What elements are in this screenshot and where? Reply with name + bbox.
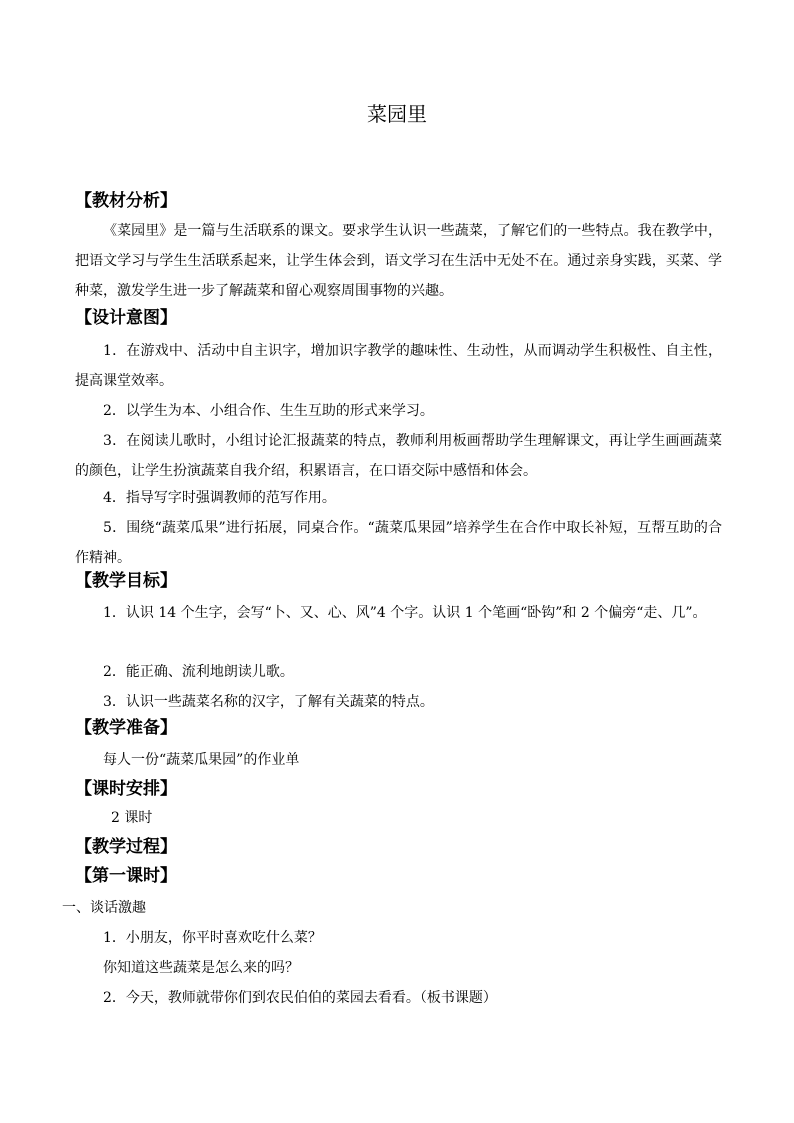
- part-title: 一、谈话激趣: [62, 900, 146, 916]
- heading-preparation: 【教学准备】: [75, 718, 177, 738]
- design-intent-item: 3．在阅读儿歌时，小组讨论汇报蔬菜的特点，教师利用板画帮助学生理解课文，再让学生画画蔬菜的颜色，让学生扮演蔬菜自我介绍，积累语言，在口语交际中感悟和体会。: [75, 433, 722, 479]
- design-intent-item: 4．指导写字时强调教师的范写作用。: [103, 490, 336, 506]
- heading-material-analysis: 【教材分析】: [75, 191, 177, 211]
- heading-design-intent: 【设计意图】: [75, 308, 177, 328]
- paragraph-material-analysis: 《菜园里》是一篇与生活联系的课文。要求学生认识一些蔬菜，了解它们的一些特点。我在教学中，把语文学习与学生生活联系起来，让学生体会到，语文学习在生活中无处不在。通过亲身实践，买菜、学种菜，激发学生进一步了解蔬菜和留心观察周围事物的兴趣。: [75, 223, 722, 299]
- design-intent-item: 1．在游戏中、活动中自主识字，增加识字教学的趣味性、生动性，从而调动学生积极性、自主性，提高课堂效率。: [75, 343, 722, 389]
- heading-process: 【教学过程】: [75, 837, 177, 857]
- teaching-goal-item: 3．认识一些蔬菜名称的汉字，了解有关蔬菜的特点。: [103, 694, 434, 710]
- teaching-goal-item: 1．认识 14 个生字，会写“卜、又、心、风”4 个字。认识 1 个笔画“卧钩”和 2 个偏旁“走、几”。: [103, 605, 707, 621]
- design-intent-item: 2．以学生为本、小组合作、生生互助的形式来学习。: [103, 403, 434, 419]
- preparation-text: 每人一份“蔬菜瓜果园”的作业单: [103, 752, 300, 768]
- design-intent-item: 5．围绕“蔬菜瓜果”进行拓展，同桌合作。“蔬菜瓜果园”培养学生在合作中取长补短，互帮互助的合作精神。: [75, 520, 722, 566]
- heading-first-lesson: 【第一课时】: [75, 866, 177, 886]
- schedule-text: 2 课时: [111, 810, 153, 826]
- heading-teaching-goals: 【教学目标】: [75, 571, 177, 591]
- lesson-line: 你知道这些蔬菜是怎么来的吗？: [103, 960, 299, 976]
- heading-schedule: 【课时安排】: [75, 779, 177, 799]
- document-title: 菜园里: [367, 102, 427, 126]
- lesson-line: 2．今天，教师就带你们到农民伯伯的菜园去看看。（板书课题）: [103, 990, 497, 1006]
- teaching-goal-item: 2．能正确、流利地朗读儿歌。: [103, 664, 294, 680]
- lesson-line: 1．小朋友，你平时喜欢吃什么菜？: [103, 930, 322, 946]
